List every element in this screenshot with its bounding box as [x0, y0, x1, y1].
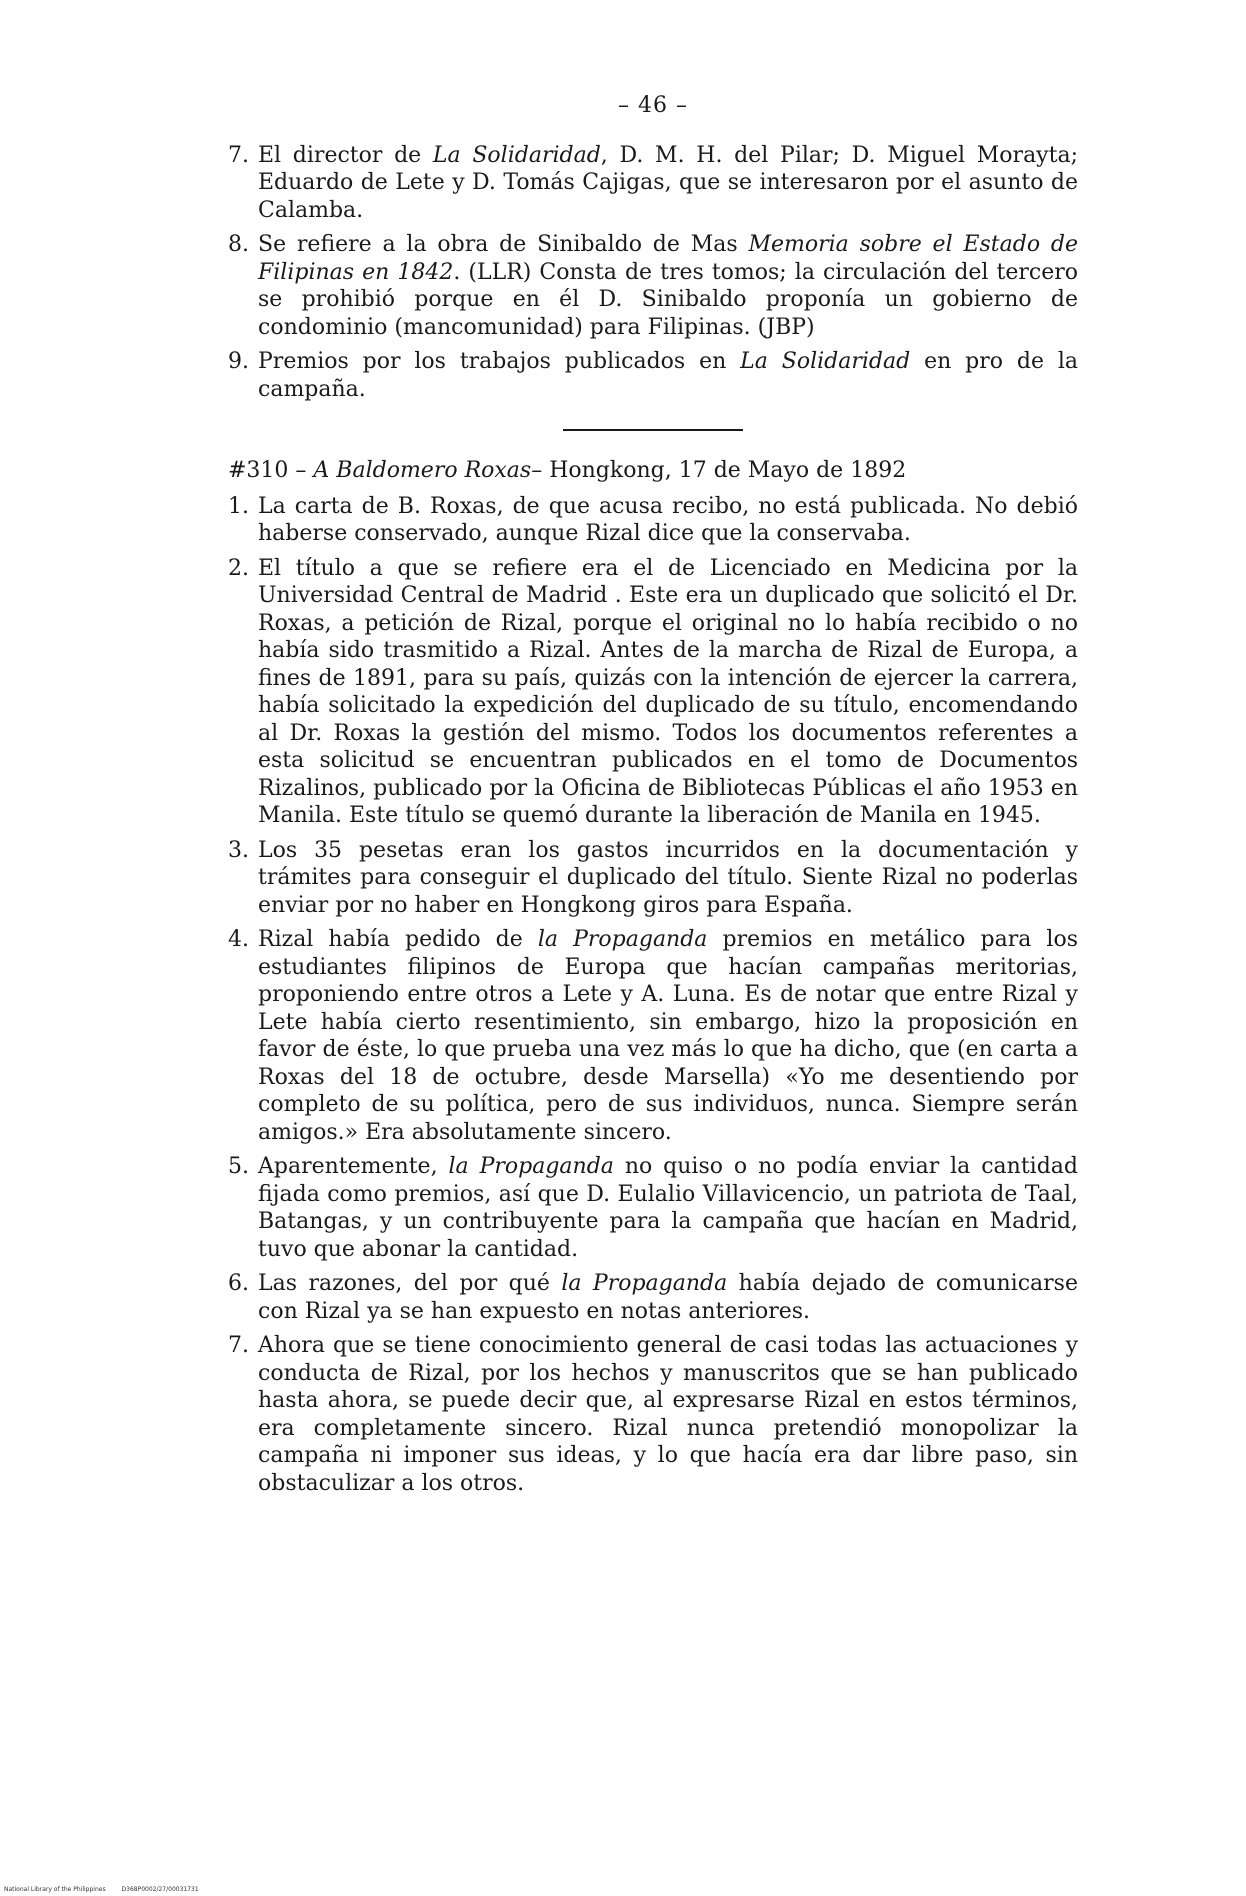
footnote-text-segment: Aparentemente, — [258, 1154, 449, 1179]
footnote-text-segment: no quiso o no podía enviar la cantidad fijada como premios, así que D. Eulalio Villavicencio, un patriota de Taal, Batangas, y un contribuyente para la campaña que hacían en Madrid, tuvo que abonar la cantidad. — [258, 1154, 1078, 1262]
footnote-text-segment: El director de — [258, 142, 433, 168]
footnote-text — [258, 1153, 1078, 1263]
footnote-text — [258, 555, 1078, 830]
letter-heading — [228, 457, 1078, 485]
footnote — [228, 348, 1078, 403]
footnote-italic-title: la Propaganda — [537, 927, 708, 952]
footnote-text — [258, 231, 1078, 341]
footnote-number: 6. — [228, 1271, 249, 1296]
footnote-italic-title: La Solidaridad — [432, 142, 601, 168]
footnote-number: 8. — [228, 232, 249, 257]
footnote-number: 3. — [228, 837, 249, 863]
section-divider — [563, 429, 743, 431]
footnote-text — [258, 142, 1078, 225]
footnote-number: 5. — [228, 1154, 249, 1179]
letter-recipient: A Baldomero Roxas — [313, 458, 532, 483]
footnote-text — [258, 1332, 1078, 1497]
letter-place-date: – Hongkong, 17 de Mayo de 1892 — [531, 458, 907, 483]
notes-second-list — [228, 493, 1078, 1498]
footnote — [228, 1332, 1078, 1497]
letter-number: #310 – — [228, 458, 314, 483]
footnote-italic-title: la Propaganda — [448, 1154, 614, 1179]
footnote-number: 7. — [228, 1333, 249, 1358]
footnote-italic-title: Memoria sobre el Estado de Filipinas en 1842 — [258, 232, 1078, 285]
footnote-text-segment: La carta de B. Roxas, de que acusa recibo, no está publicada. No debió haberse conservado, aunque Rizal dice que la conservaba. — [258, 493, 1078, 546]
footnote — [228, 231, 1078, 341]
footnote-text-segment: Los 35 pesetas eran los gastos incurridos en la documentación y trámites para conseguir el duplicado del título. Siente Rizal no poderlas enviar por no haber en Hongkong giros para España. — [258, 837, 1078, 918]
footnote-text-segment: premios en metálico para los estudiantes filipinos de Europa que hacían campañas meritorias, proponiendo entre otros a Lete y A. Luna. Es de notar que entre Rizal y Lete había cierto resentimiento, sin embargo, hizo la proposición en favor de éste, lo que prueba una vez más lo que ha dicho, que (en carta a Roxas del 18 de octubre, desde Marsella) «Yo me desentiendo por completo de su política, pero de sus individuos, nunca. Siempre serán amigos.» Era absolutamente sincero. — [258, 927, 1078, 1145]
footnote-italic-title: la Propaganda — [561, 1271, 728, 1296]
footnote-text-segment: había dejado de comunicarse con Rizal ya se han expuesto en notas anteriores. — [258, 1271, 1078, 1324]
page-number: – 46 – — [618, 93, 688, 118]
footnote — [228, 493, 1078, 548]
footnote-text — [258, 926, 1078, 1146]
footnote-number: 7. — [228, 142, 249, 168]
footnote — [228, 1270, 1078, 1325]
footnote-text-segment: en pro de la campaña. — [258, 349, 1078, 402]
footnote-number: 4. — [228, 927, 249, 952]
notes-first-list — [228, 142, 1078, 404]
footnote — [228, 837, 1078, 920]
footnote-number: 1. — [228, 493, 249, 519]
footnote-text-segment: Rizal había pedido de — [258, 927, 538, 952]
scan-footer — [4, 1886, 213, 1893]
page-body — [228, 92, 1078, 1504]
footnote-text-segment: Premios por los trabajos publicados en — [258, 349, 741, 374]
footnote — [228, 555, 1078, 830]
footnote — [228, 142, 1078, 225]
footnote-text-segment: El título a que se refiere era el de Licenciado en Medicina por la Universidad Central de Madrid . Este era un duplicado que solicitó el Dr. Roxas, a petición de Rizal, porque el original no lo había recibido o no había sido trasmitido a Rizal. Antes de la marcha de Rizal de Europa, a fines de 1891, para su país, quizás con la intención de ejercer la carrera, había solicitado la expedición del duplicado de su título, encomendando al Dr. Roxas la gestión del mismo. Todos los documentos referentes a esta solicitud se encuentran publicados en el tomo de Documentos Rizalinos, publicado por la Oficina de Bibliotecas Públicas el año 1953 en Manila. Este título se quemó durante la liberación de Manila en 1945. — [258, 555, 1078, 828]
footnote-text-segment: . (LLR) Consta de tres tomos; la circulación del tercero se prohibió porque en él D. Sinibaldo proponía un gobierno de condominio (mancomunidad) para Filipinas. (JBP) — [258, 259, 1078, 340]
footer-code: D368P0002/27/00031731 — [121, 1886, 199, 1893]
footnote-text — [258, 493, 1078, 548]
footnote-number: 9. — [228, 349, 249, 374]
footnote-italic-title: La Solidaridad — [740, 349, 911, 374]
footnote — [228, 1153, 1078, 1263]
footnote-text-segment: Se refiere a la obra de Sinibaldo de Mas — [258, 232, 749, 257]
footnote-number: 2. — [228, 555, 249, 581]
footnote-text — [258, 348, 1078, 403]
footnote — [228, 926, 1078, 1146]
footnote-text-segment: , D. M. H. del Pilar; D. Miguel Morayta; Eduardo de Lete y D. Tomás Cajigas, que se interesaron por el asunto de Calamba. — [258, 142, 1078, 223]
footnote-text-segment: Ahora que se tiene conocimiento general de casi todas las actuaciones y conducta de Rizal, por los hechos y manuscritos que se han publicado hasta ahora, se puede decir que, al expresarse Rizal en estos términos, era completamente sincero. Rizal nunca pretendió monopolizar la campaña ni imponer sus ideas, y lo que hacía era dar libre paso, sin obstaculizar a los otros. — [258, 1333, 1078, 1496]
footnote-text-segment: Las razones, del por qué — [258, 1271, 562, 1296]
footnote-text — [258, 1270, 1078, 1325]
footer-library: National Library of the Philippines — [4, 1886, 106, 1893]
footnote-text — [258, 837, 1078, 920]
